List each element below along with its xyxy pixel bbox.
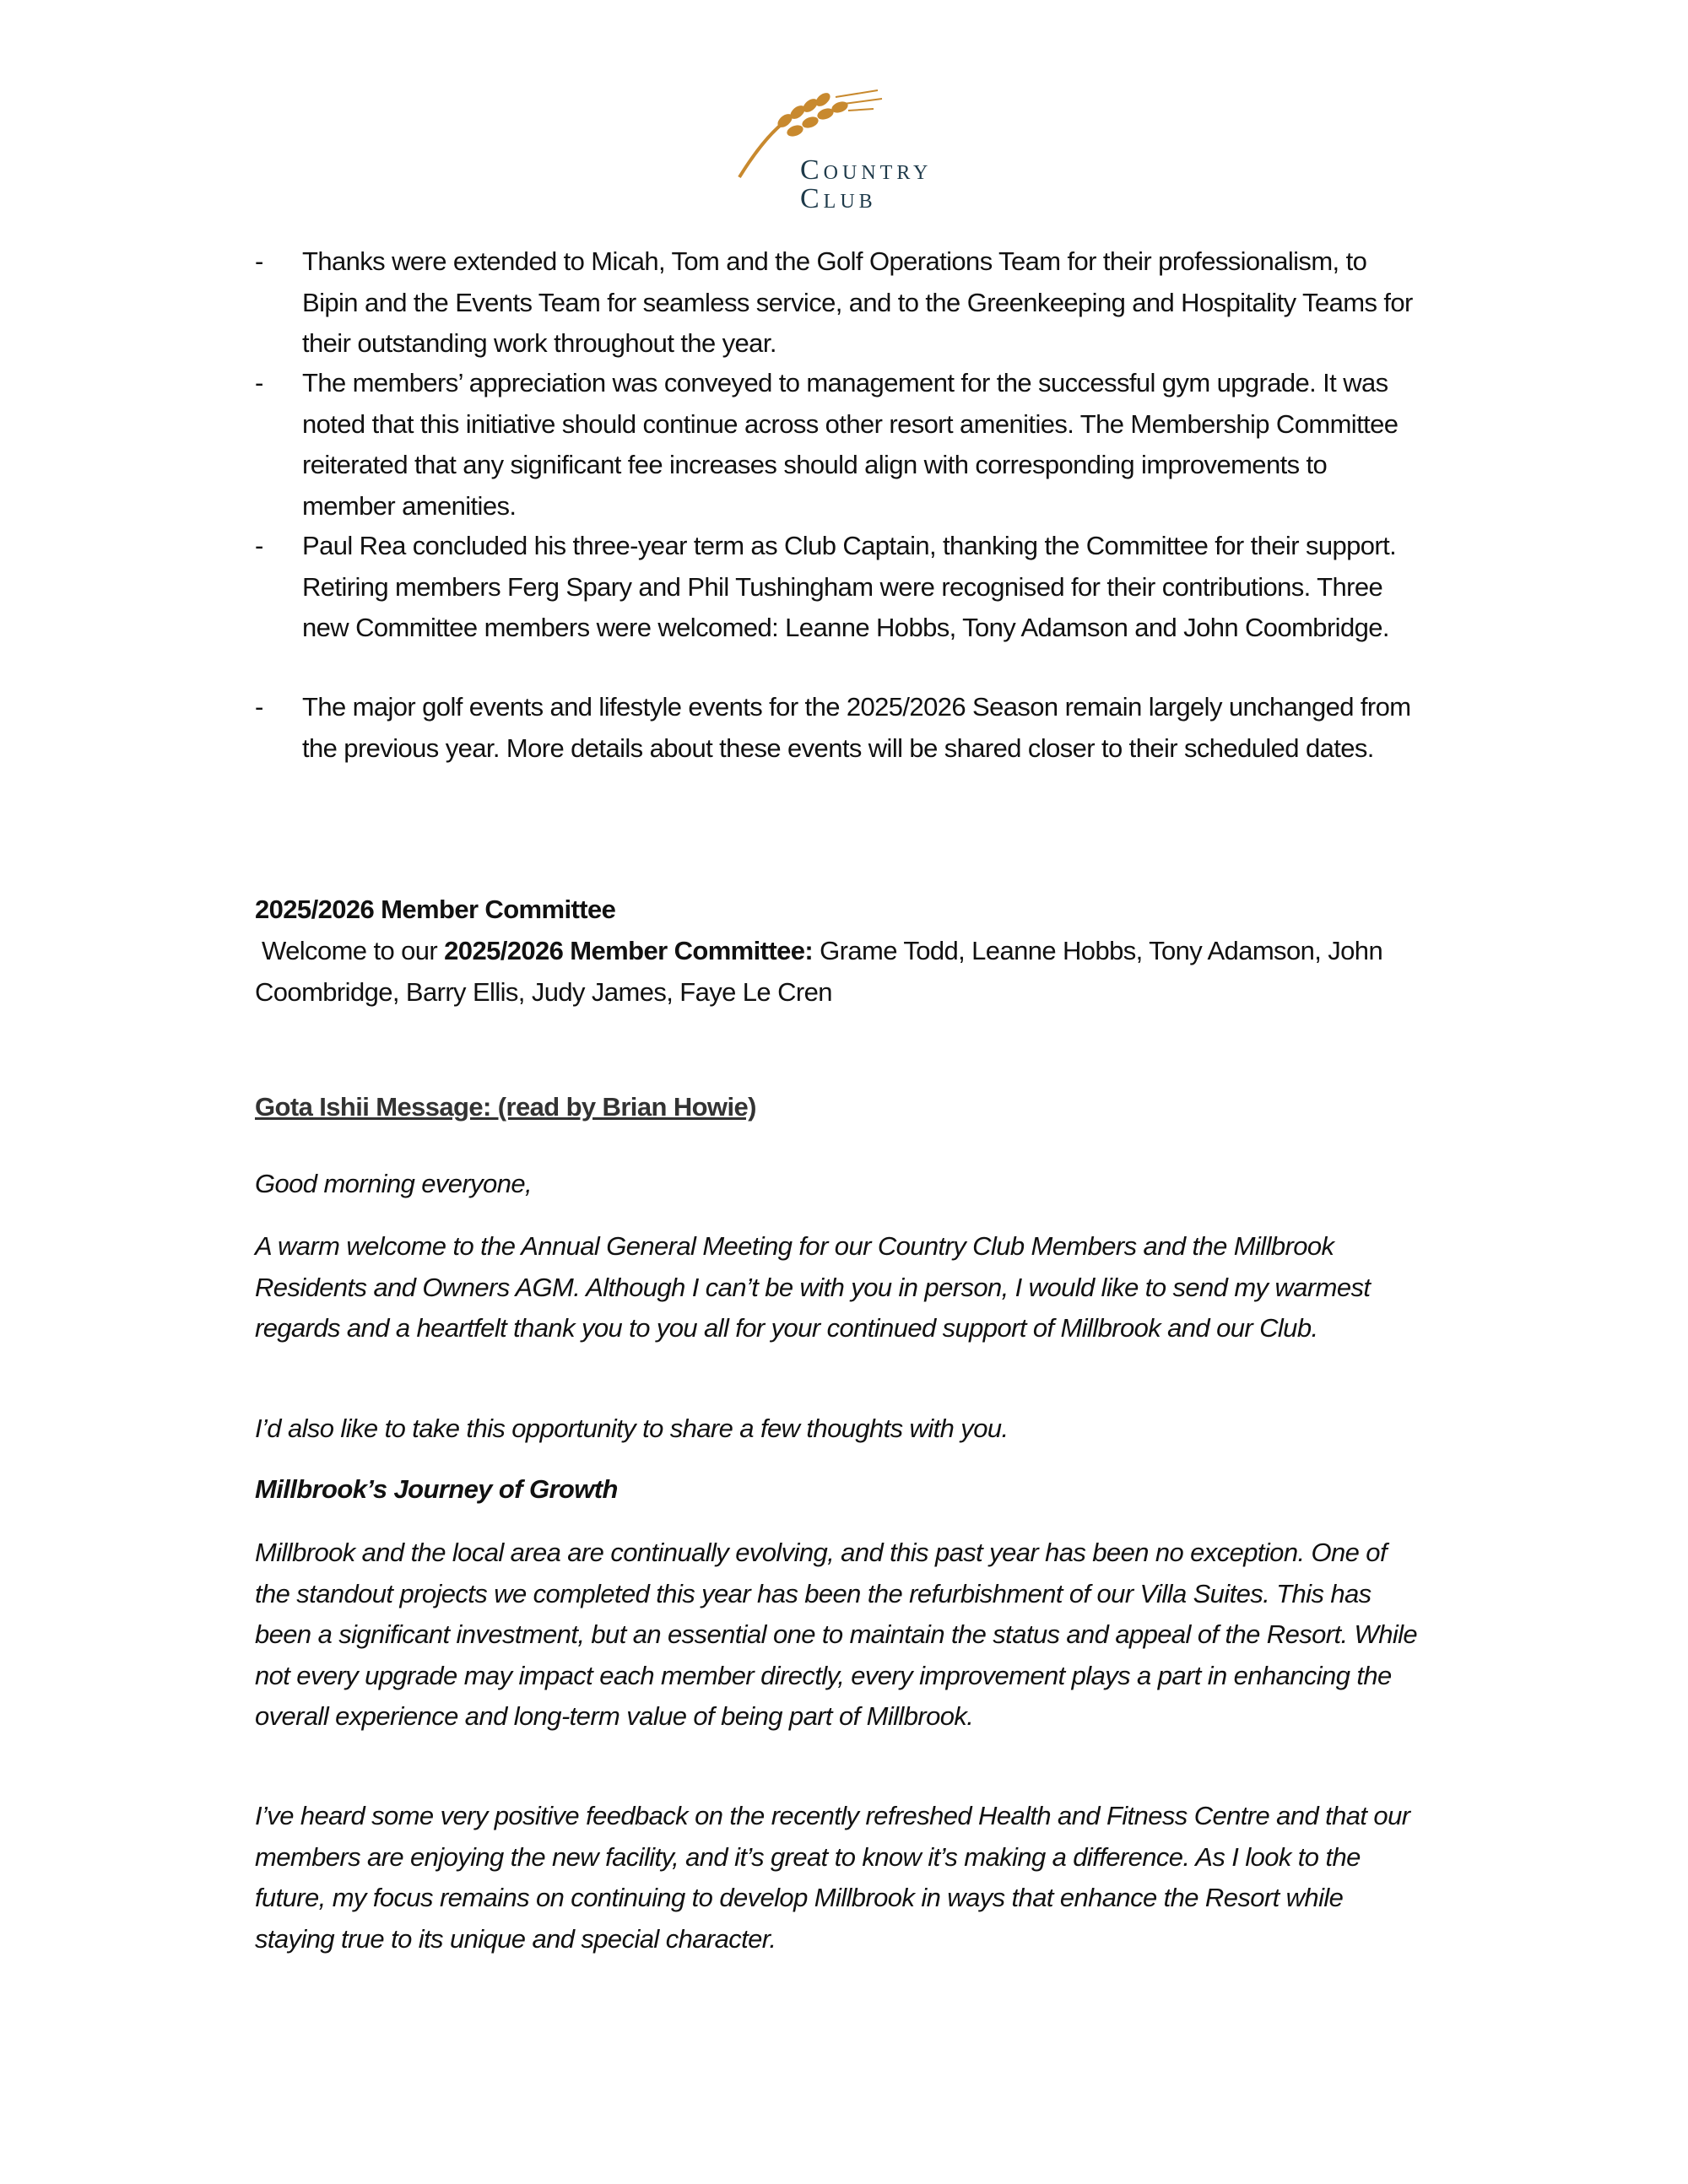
bullet-dash: - — [255, 246, 263, 276]
bullet-item — [255, 526, 1420, 649]
committee-heading: 2025/2026 Member Committee — [255, 895, 616, 924]
logo-text-country: Country — [800, 154, 933, 186]
bullet-item — [255, 363, 1420, 527]
bullet-text: Paul Rea concluded his three-year term as Club Captain, thanking the Committee for their support. Retiring members Ferg Spary and Phil Tushingham were recognised for their contributions. Three new Committee members were welcomed: Leanne Hobbs, Tony Adamson and John Coombridge. — [302, 531, 1397, 642]
message-subheading: Millbrook’s Journey of Growth — [255, 1474, 618, 1504]
bullet-item — [255, 241, 1420, 365]
message-paragraph-3: Millbrook and the local area are continually evolving, and this past year has been no exception. One of the standout projects we completed this year has been the refurbishment of our Villa Suites. This has been a significant investment, but an essential one to maintain the status and appeal of the Resort. While not every upgrade may impact each member directly, every improvement plays a part in enhancing the overall experience and long-term value of being part of Millbrook. — [255, 1538, 1418, 1731]
committee-intro-bold: 2025/2026 Member Committee: — [444, 936, 814, 965]
message-paragraph-1: A warm welcome to the Annual General Meeting for our Country Club Members and the Millbrook Residents and Owners AGM. Although I can’t be with you in person, I would like to send my warmest regards and a heartfelt thank you to you all for your continued support of Millbrook and our Club. — [255, 1231, 1371, 1343]
bullet-dash: - — [255, 368, 263, 397]
bullet-dash: - — [255, 692, 263, 722]
bullet-item — [255, 687, 1420, 769]
committee-intro: Welcome to our — [262, 936, 445, 965]
message-paragraph-4: I’ve heard some very positive feedback on the recently refreshed Health and Fitness Centre and that our members are enjoying the new facility, and it’s great to know it’s making a difference. As I look to the future, my focus remains on continuing to develop Millbrook in ways that enhance the Resort while staying true to its unique and special character. — [255, 1801, 1410, 1954]
message-heading-wrap — [255, 1087, 1420, 1128]
bullet-text: Thanks were extended to Micah, Tom and the Golf Operations Team for their professionalism, to Bipin and the Events Team for seamless service, and to the Greenkeeping and Hospitality Teams for their outstanding work throughout the year. — [302, 246, 1413, 358]
message-paragraph-2: I’d also like to take this opportunity to share a few thoughts with you. — [255, 1414, 1009, 1443]
bullet-dash: - — [255, 531, 263, 560]
bullet-text: The major golf events and lifestyle events for the 2025/2026 Season remain largely unchanged from the previous year. More details about these events will be shared closer to their scheduled dates. — [302, 692, 1411, 763]
committee-paragraph — [255, 931, 1420, 1013]
committee-names: Grame Todd, Leanne Hobbs, Tony Adamson, John Coombridge, Barry Ellis, Judy James, Faye Le Cren — [255, 936, 1383, 1007]
bullet-text: The members’ appreciation was conveyed to management for the successful gym upgrade. It was noted that this initiative should continue across other resort amenities. The Membership Committee reiterated that any significant fee increases should align with corresponding improvements to member amenities. — [302, 368, 1399, 521]
message-greeting: Good morning everyone, — [255, 1169, 532, 1198]
logo-text-club: Club — [800, 183, 877, 214]
country-club-logo — [734, 80, 954, 215]
message-heading: Gota Ishii Message: (read by Brian Howie) — [255, 1092, 756, 1122]
